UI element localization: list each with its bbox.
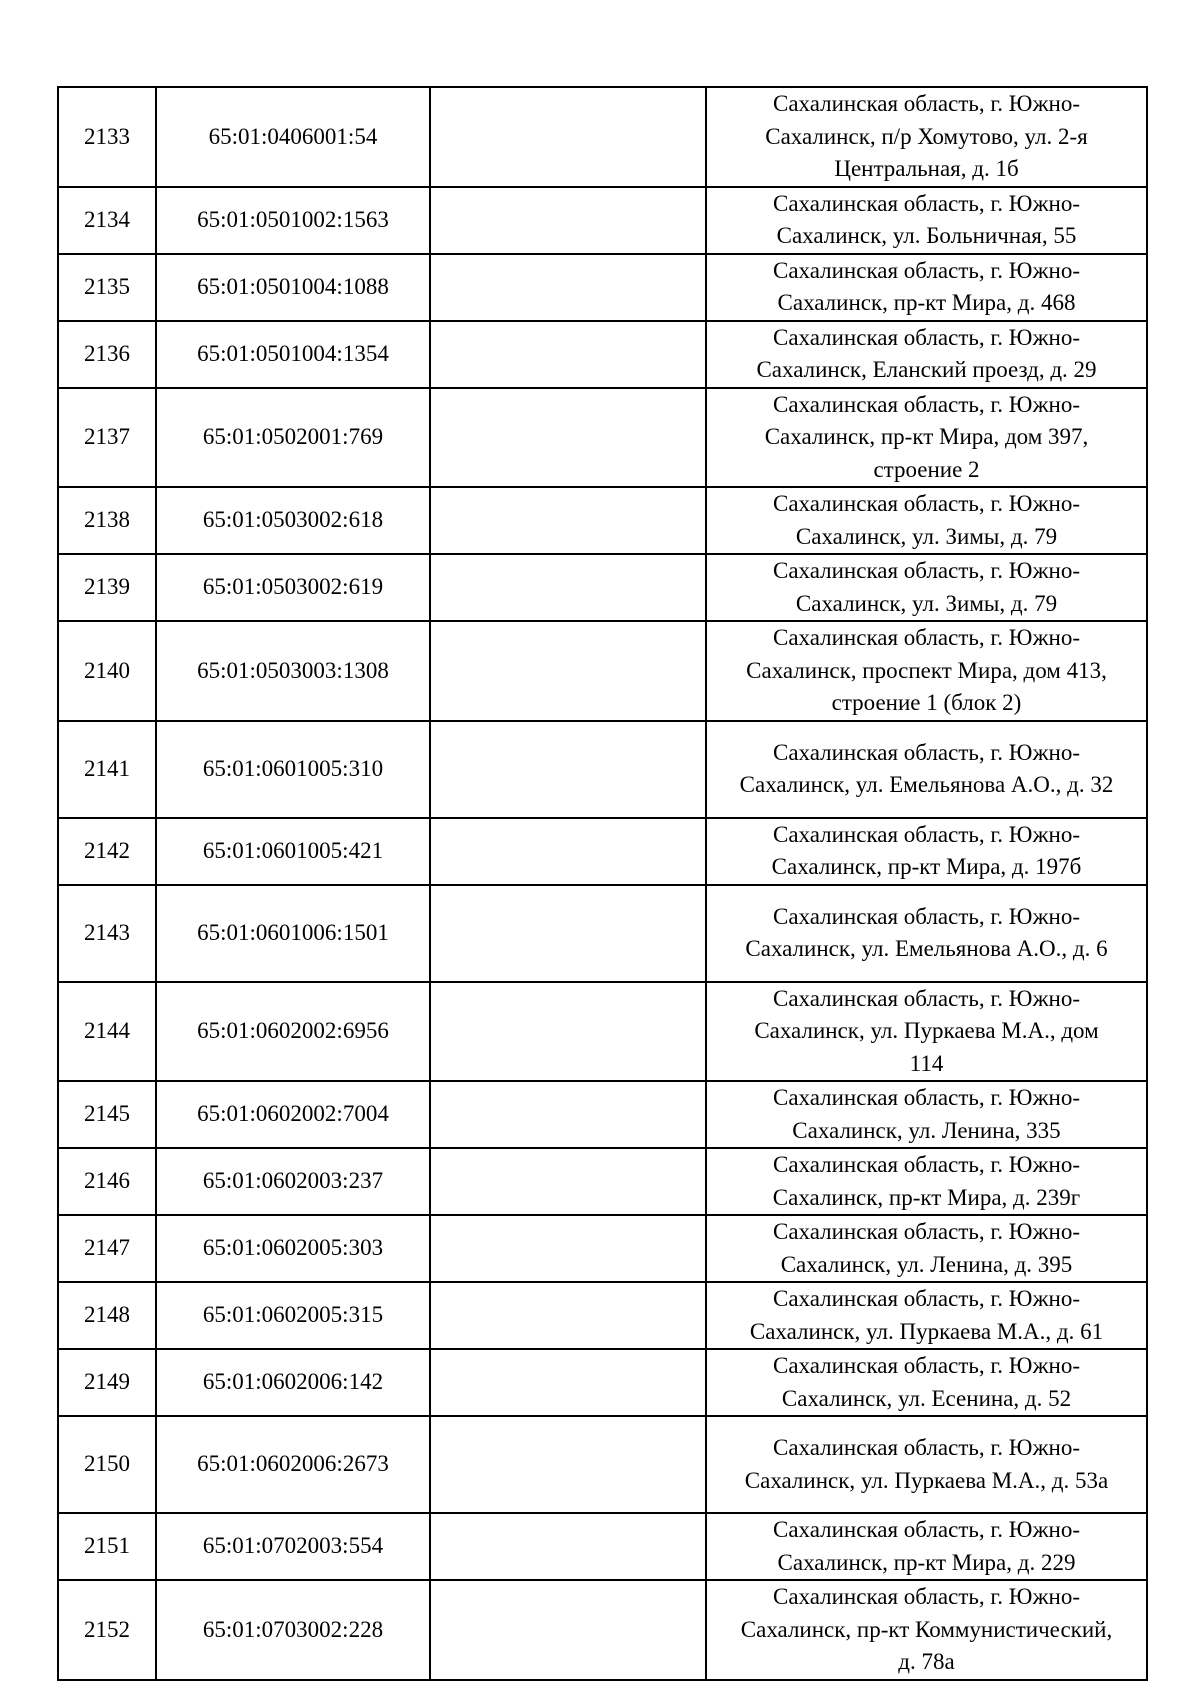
address-line: Сахалинская область, г. Южно- bbox=[772, 1219, 1080, 1244]
address-line: Сахалинская область, г. Южно- bbox=[772, 625, 1080, 650]
address-line: Сахалинск, ул. Пуркаева М.А., дом bbox=[754, 1018, 1099, 1043]
address-line: Сахалинск, Еланский проезд, д. 29 bbox=[756, 357, 1097, 382]
table-row bbox=[58, 1282, 1147, 1349]
address-cell bbox=[706, 87, 1147, 187]
empty-cell bbox=[430, 321, 706, 388]
empty-cell bbox=[430, 554, 706, 621]
table-row bbox=[58, 1148, 1147, 1215]
empty-cell bbox=[430, 1416, 706, 1513]
address-line: Сахалинск, ул. Пуркаева М.А., д. 53а bbox=[744, 1467, 1109, 1493]
table-row bbox=[58, 87, 1147, 187]
cadastral-number-cell: 65:01:0406001:54 bbox=[156, 87, 430, 187]
address-line: Сахалинск, ул. Емельянова А.О., д. 6 bbox=[745, 936, 1108, 961]
row-number-cell: 2133 bbox=[58, 87, 156, 187]
address-line: Сахалинск, п/р Хомутово, ул. 2-я bbox=[765, 123, 1088, 149]
row-number-cell: 2141 bbox=[58, 721, 156, 818]
empty-cell bbox=[430, 1349, 706, 1416]
address-line: 114 bbox=[909, 1050, 944, 1076]
empty-cell bbox=[430, 621, 706, 721]
address-line: Сахалинская область, г. Южно- bbox=[772, 558, 1080, 583]
row-number-cell: 2143 bbox=[58, 885, 156, 982]
address-line: Сахалинская область, г. Южно- bbox=[772, 190, 1080, 216]
cadastral-number-cell: 65:01:0602002:7004 bbox=[156, 1081, 430, 1148]
address-line: Сахалинская область, г. Южно- bbox=[772, 903, 1080, 929]
address-line: Сахалинск, ул. Зимы, д. 79 bbox=[795, 523, 1058, 549]
table-row bbox=[58, 554, 1147, 621]
cadastral-number-cell: 65:01:0702003:554 bbox=[156, 1513, 430, 1580]
address-cell bbox=[706, 885, 1147, 982]
address-cell bbox=[706, 1416, 1147, 1513]
table-row bbox=[58, 1513, 1147, 1580]
cadastral-number-cell: 65:01:0503003:1308 bbox=[156, 621, 430, 721]
address-line: Сахалинск, ул. Емельянова А.О., д. 32 bbox=[739, 772, 1114, 797]
address-cell bbox=[706, 554, 1147, 621]
empty-cell bbox=[430, 487, 706, 554]
address-line: Сахалинская область, г. Южно- bbox=[772, 821, 1080, 847]
address-line: Сахалинск, пр-кт Коммунистический, bbox=[740, 1616, 1113, 1642]
cadastral-number-cell: 65:01:0503002:619 bbox=[156, 554, 430, 621]
table-row bbox=[58, 621, 1147, 721]
address-line: Центральная, д. 1б bbox=[834, 156, 1019, 181]
address-cell bbox=[706, 187, 1147, 254]
cadastral-number-cell: 65:01:0501004:1088 bbox=[156, 254, 430, 321]
row-number-cell: 2149 bbox=[58, 1349, 156, 1416]
table-row bbox=[58, 1081, 1147, 1148]
empty-cell bbox=[430, 254, 706, 321]
row-number-cell: 2140 bbox=[58, 621, 156, 721]
cadastral-number-cell: 65:01:0703002:228 bbox=[156, 1580, 430, 1680]
address-cell bbox=[706, 621, 1147, 721]
address-cell bbox=[706, 1513, 1147, 1580]
row-number-cell: 2142 bbox=[58, 818, 156, 885]
address-line: Сахалинская область, г. Южно- bbox=[772, 491, 1080, 516]
cadastral-number-cell: 65:01:0501004:1354 bbox=[156, 321, 430, 388]
address-cell bbox=[706, 1148, 1147, 1215]
address-line: Сахалинская область, г. Южно- bbox=[772, 324, 1080, 350]
address-cell bbox=[706, 254, 1147, 321]
address-line: Сахалинская область, г. Южно- bbox=[772, 1584, 1080, 1609]
row-number-cell: 2138 bbox=[58, 487, 156, 554]
address-line: Сахалинск, пр-кт Мира, д. 229 bbox=[777, 1549, 1076, 1575]
cadastral-number-cell: 65:01:0602005:303 bbox=[156, 1215, 430, 1282]
address-line: Сахалинск, пр-кт Мира, дом 397, bbox=[764, 424, 1089, 449]
empty-cell bbox=[430, 982, 706, 1082]
address-cell bbox=[706, 982, 1147, 1082]
empty-cell bbox=[430, 1580, 706, 1680]
address-line: Сахалинская область, г. Южно- bbox=[772, 1152, 1080, 1177]
row-number-cell: 2139 bbox=[58, 554, 156, 621]
row-number-cell: 2147 bbox=[58, 1215, 156, 1282]
address-cell bbox=[706, 1081, 1147, 1148]
address-line: Сахалинская область, г. Южно- bbox=[772, 91, 1080, 116]
row-number-cell: 2134 bbox=[58, 187, 156, 254]
row-number-cell: 2146 bbox=[58, 1148, 156, 1215]
address-line: Сахалинск, ул. Ленина, 335 bbox=[792, 1117, 1061, 1143]
address-line: Сахалинск, ул. Ленина, д. 395 bbox=[780, 1251, 1073, 1277]
address-line: Сахалинск, пр-кт Мира, д. 468 bbox=[777, 290, 1076, 315]
address-cell bbox=[706, 321, 1147, 388]
empty-cell bbox=[430, 1215, 706, 1282]
cadastral-number-cell: 65:01:0503002:618 bbox=[156, 487, 430, 554]
address-line: Сахалинская область, г. Южно- bbox=[772, 1286, 1080, 1311]
address-line: Сахалинская область, г. Южно- bbox=[772, 985, 1080, 1011]
address-line: Сахалинская область, г. Южно- bbox=[772, 1517, 1080, 1542]
table-row bbox=[58, 721, 1147, 818]
table-row bbox=[58, 187, 1147, 254]
address-line: Сахалинск, ул. Зимы, д. 79 bbox=[795, 590, 1058, 616]
address-cell bbox=[706, 721, 1147, 818]
table-row bbox=[58, 254, 1147, 321]
row-number-cell: 2151 bbox=[58, 1513, 156, 1580]
cadastral-number-cell: 65:01:0602002:6956 bbox=[156, 982, 430, 1082]
table-row bbox=[58, 818, 1147, 885]
table-row bbox=[58, 487, 1147, 554]
cadastral-number-cell: 65:01:0602003:237 bbox=[156, 1148, 430, 1215]
row-number-cell: 2136 bbox=[58, 321, 156, 388]
cadastral-number-cell: 65:01:0601005:421 bbox=[156, 818, 430, 885]
cadastral-number-cell: 65:01:0501002:1563 bbox=[156, 187, 430, 254]
row-number-cell: 2150 bbox=[58, 1416, 156, 1513]
address-cell bbox=[706, 487, 1147, 554]
empty-cell bbox=[430, 1282, 706, 1349]
address-cell bbox=[706, 1282, 1147, 1349]
address-line: строение 2 bbox=[873, 456, 980, 482]
empty-cell bbox=[430, 1148, 706, 1215]
row-number-cell: 2148 bbox=[58, 1282, 156, 1349]
cadastral-number-cell: 65:01:0602006:142 bbox=[156, 1349, 430, 1416]
registry-table bbox=[57, 86, 1148, 1681]
address-cell bbox=[706, 1580, 1147, 1680]
cadastral-number-cell: 65:01:0602006:2673 bbox=[156, 1416, 430, 1513]
table-row bbox=[58, 982, 1147, 1082]
cadastral-number-cell: 65:01:0601006:1501 bbox=[156, 885, 430, 982]
table-row bbox=[58, 1580, 1147, 1680]
empty-cell bbox=[430, 885, 706, 982]
row-number-cell: 2135 bbox=[58, 254, 156, 321]
address-cell bbox=[706, 1215, 1147, 1282]
address-line: Сахалинская область, г. Южно- bbox=[772, 257, 1080, 283]
empty-cell bbox=[430, 1513, 706, 1580]
address-cell bbox=[706, 818, 1147, 885]
address-line: д. 78а bbox=[898, 1649, 955, 1674]
address-line: Сахалинская область, г. Южно- bbox=[772, 1085, 1080, 1110]
table-row bbox=[58, 1349, 1147, 1416]
row-number-cell: 2152 bbox=[58, 1580, 156, 1680]
table-row bbox=[58, 1215, 1147, 1282]
row-number-cell: 2145 bbox=[58, 1081, 156, 1148]
address-line: Сахалинск, ул. Больничная, 55 bbox=[776, 223, 1077, 248]
table-row bbox=[58, 1416, 1147, 1513]
table-row bbox=[58, 885, 1147, 982]
row-number-cell: 2144 bbox=[58, 982, 156, 1082]
empty-cell bbox=[430, 388, 706, 488]
table-row bbox=[58, 321, 1147, 388]
registry-table-body bbox=[58, 87, 1147, 1680]
address-line: Сахалинская область, г. Южно- bbox=[772, 739, 1080, 765]
address-line: Сахалинск, проспект Мира, дом 413, bbox=[746, 657, 1107, 683]
row-number-cell: 2137 bbox=[58, 388, 156, 488]
address-line: Сахалинск, пр-кт Мира, д. 197б bbox=[771, 854, 1082, 879]
address-line: Сахалинская область, г. Южно- bbox=[772, 1353, 1080, 1378]
address-line: Сахалинск, пр-кт Мира, д. 239г bbox=[772, 1184, 1081, 1210]
address-line: Сахалинская область, г. Южно- bbox=[772, 1435, 1080, 1460]
cadastral-number-cell: 65:01:0502001:769 bbox=[156, 388, 430, 488]
address-cell bbox=[706, 1349, 1147, 1416]
address-line: Сахалинск, ул. Пуркаева М.А., д. 61 bbox=[749, 1318, 1104, 1344]
empty-cell bbox=[430, 87, 706, 187]
empty-cell bbox=[430, 187, 706, 254]
address-cell bbox=[706, 388, 1147, 488]
cadastral-number-cell: 65:01:0602005:315 bbox=[156, 1282, 430, 1349]
address-line: строение 1 (блок 2) bbox=[831, 690, 1022, 715]
address-line: Сахалинская область, г. Южно- bbox=[772, 391, 1080, 417]
empty-cell bbox=[430, 721, 706, 818]
table-row bbox=[58, 388, 1147, 488]
cadastral-number-cell: 65:01:0601005:310 bbox=[156, 721, 430, 818]
empty-cell bbox=[430, 1081, 706, 1148]
address-line: Сахалинск, ул. Есенина, д. 52 bbox=[781, 1385, 1072, 1411]
empty-cell bbox=[430, 818, 706, 885]
